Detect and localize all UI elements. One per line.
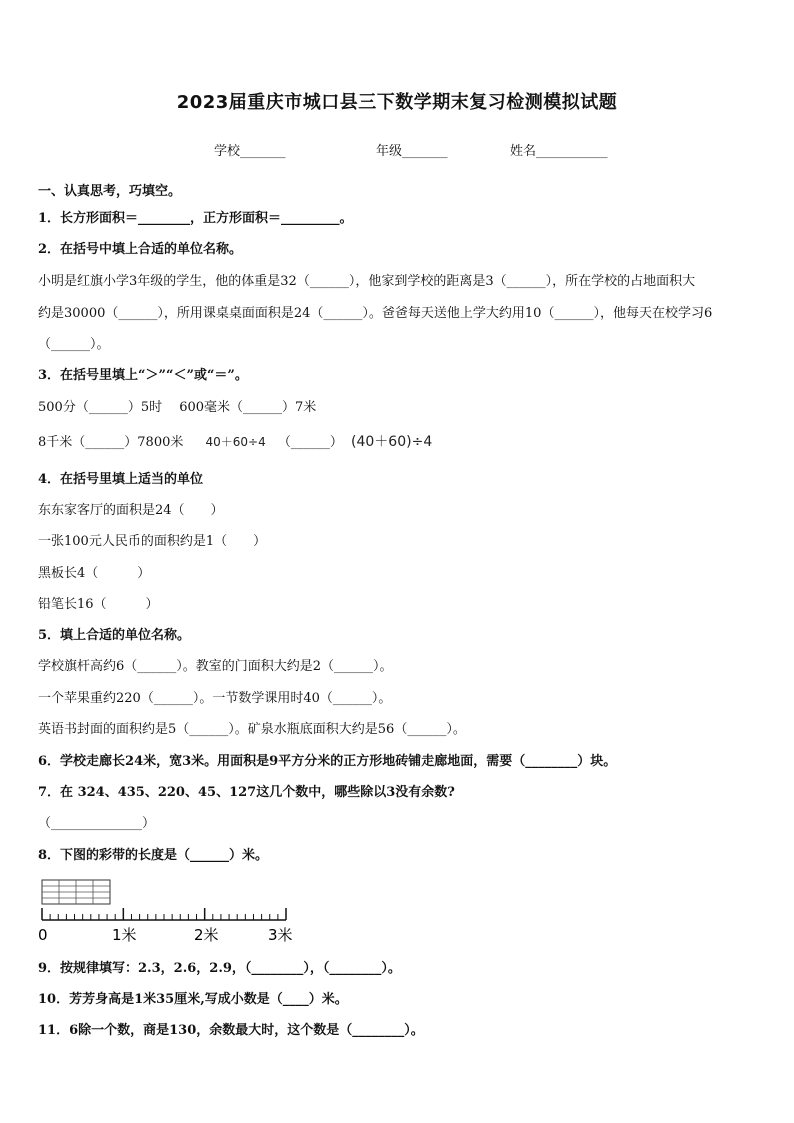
ruler-label-3: 3米 [268,926,293,944]
question-5-line-2: 一个苹果重约220（______）。一节数学课用时40（______）。 [38,691,392,706]
question-3-line-2 [38,431,432,451]
expression-2: (40＋60)÷4 [351,434,433,450]
page-title: 2023届重庆市城口县三下数学期末复习检测模拟试题 [176,92,618,113]
question-2: 2．在括号中填上合适的单位名称。 [38,242,243,257]
question-6: 6．学校走廊长24米，宽3米。用面积是9平方分米的正方形地砖铺走廊地面，需要（________）块。 [38,754,617,769]
question-11: 11．6除一个数，商是130，余数最大时，这个数是（________）。 [38,1023,424,1038]
ruler-label-1: 1米 [112,926,137,944]
section-heading: 一、认真思考，巧填空。 [38,184,182,199]
question-2-line-2: 约是30000（______），所用课桌桌面面积是24（______）。爸爸每天送他上学大约用10（______），他每天在校学习6 [38,306,713,321]
expression-1: 40＋60÷4 [205,435,266,449]
grade-field: 年级_______ [376,144,448,159]
question-2-line-1: 小明是红旗小学3年级的学生，他的体重是32（______），他家到学校的距离是3（______），所在学校的占地面积大 [38,274,696,289]
question-8: 8．下图的彩带的长度是（______）米。 [38,848,269,863]
question-4-line-2: 一张100元人民币的面积约是1（ ） [38,534,267,549]
question-4-line-3: 黑板长4（ ） [38,566,151,581]
question-4-line-1: 东东家客厅的面积是24（ ） [38,503,224,518]
question-4: 4．在括号里填上适当的单位 [38,472,204,487]
name-field: 姓名___________ [510,144,608,159]
ribbon-ruler-diagram [38,876,308,946]
question-7: 7．在 324、435、220、45、127这几个数中，哪些除以3没有余数? [38,785,455,800]
question-5-line-3: 英语书封面的面积约是5（______）。矿泉水瓶底面积大约是56（______）。 [38,722,466,737]
ruler-ticks [42,908,286,920]
question-5: 5．填上合适的单位名称。 [38,628,191,643]
question-5-line-1: 学校旗杆高约6（______）。教室的门面积大约是2（______）。 [38,659,393,674]
question-3: 3．在括号里填上“＞”“＜”或“＝”。 [38,368,248,383]
ruler-label-0: 0 [38,926,48,944]
question-3-line-1: 500分（______）5时 600毫米（______）7米 [38,400,317,415]
question-10: 10．芳芳身高是1米35厘米,写成小数是（____）米。 [38,992,348,1007]
question-7-answer: （______________） [38,816,156,831]
school-field: 学校_______ [214,144,286,159]
question-4-line-4: 铅笔长16（ ） [38,597,159,612]
question-1: 1．长方形面积＝________，正方形面积＝_________。 [38,211,353,226]
ribbon [42,880,110,904]
question-2-line-3: （______）。 [38,337,110,352]
question-9: 9．按规律填写：2.3，2.6，2.9，（________），（________）。 [38,961,401,976]
ruler-label-2: 2米 [194,926,219,944]
question-3-comparison: 8千米（______）7800米 [38,435,184,450]
answer-blank: （______） [277,435,343,450]
